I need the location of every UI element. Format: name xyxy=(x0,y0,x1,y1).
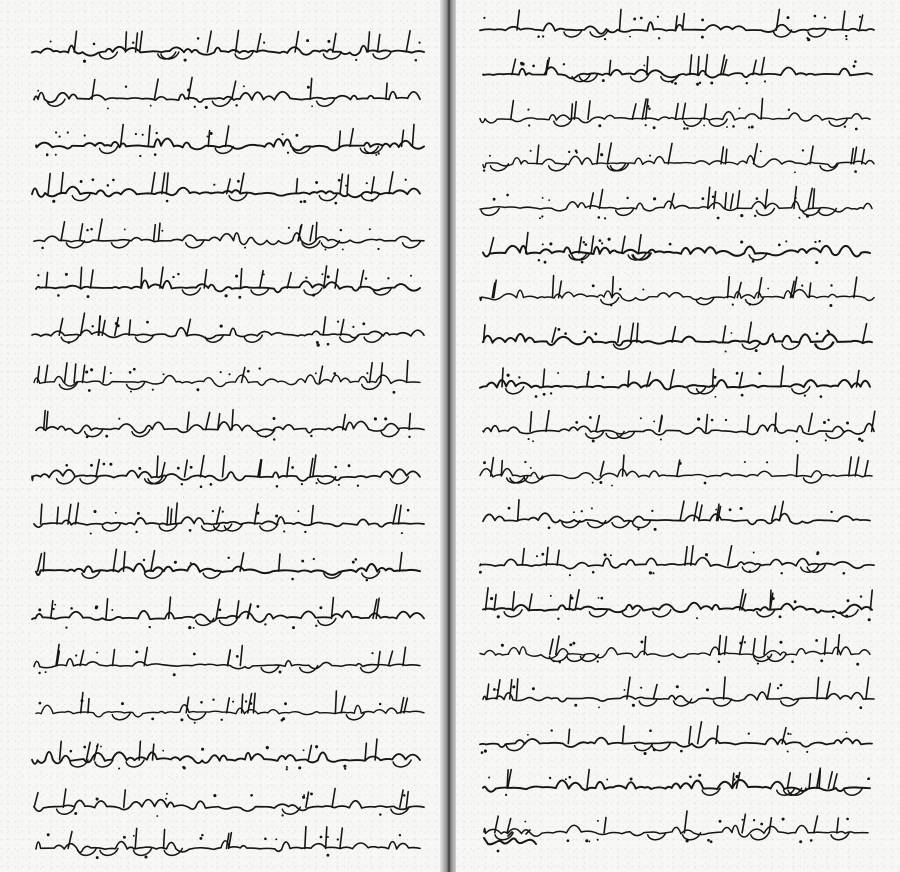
manuscript-line xyxy=(483,233,870,264)
manuscript-line xyxy=(36,827,420,859)
manuscript-line xyxy=(32,739,420,770)
manuscript-line xyxy=(32,172,420,205)
manuscript-line xyxy=(480,722,872,755)
manuscript-line xyxy=(32,597,424,629)
manuscript-line xyxy=(483,322,872,352)
manuscript-line xyxy=(32,313,424,346)
manuscript-line xyxy=(480,276,874,307)
manuscript-line xyxy=(36,266,420,299)
manuscript-line xyxy=(479,546,874,576)
manuscript-line xyxy=(483,411,875,443)
manuscript-line xyxy=(34,789,424,817)
manuscript-line xyxy=(483,55,872,86)
manuscript-line xyxy=(483,500,870,531)
manuscript-line xyxy=(480,9,874,41)
manuscript-line xyxy=(480,187,872,220)
manuscript-line xyxy=(36,691,424,724)
manuscript-line xyxy=(34,77,420,109)
manuscript-line xyxy=(34,503,424,535)
manuscript-line xyxy=(32,455,420,488)
right-page xyxy=(456,0,900,872)
left-page xyxy=(0,0,446,872)
catchword-signature xyxy=(478,826,542,856)
manuscript-line xyxy=(483,768,870,796)
manuscript-line xyxy=(480,99,870,131)
manuscript-line xyxy=(483,677,874,709)
left-page-handwriting xyxy=(0,0,446,872)
manuscript-line xyxy=(34,644,420,676)
manuscript-line xyxy=(480,635,870,666)
right-page-handwriting xyxy=(456,0,900,872)
manuscript-line xyxy=(32,31,424,63)
manuscript-line xyxy=(34,361,420,394)
manuscript-line xyxy=(36,124,424,157)
manuscript-line xyxy=(483,143,874,173)
manuscript-line xyxy=(34,219,424,250)
manuscript-line xyxy=(480,366,870,398)
manuscript-line xyxy=(483,588,872,622)
manuscript-line xyxy=(36,410,424,441)
manuscript-line xyxy=(480,455,872,487)
manuscript-line xyxy=(36,549,420,581)
